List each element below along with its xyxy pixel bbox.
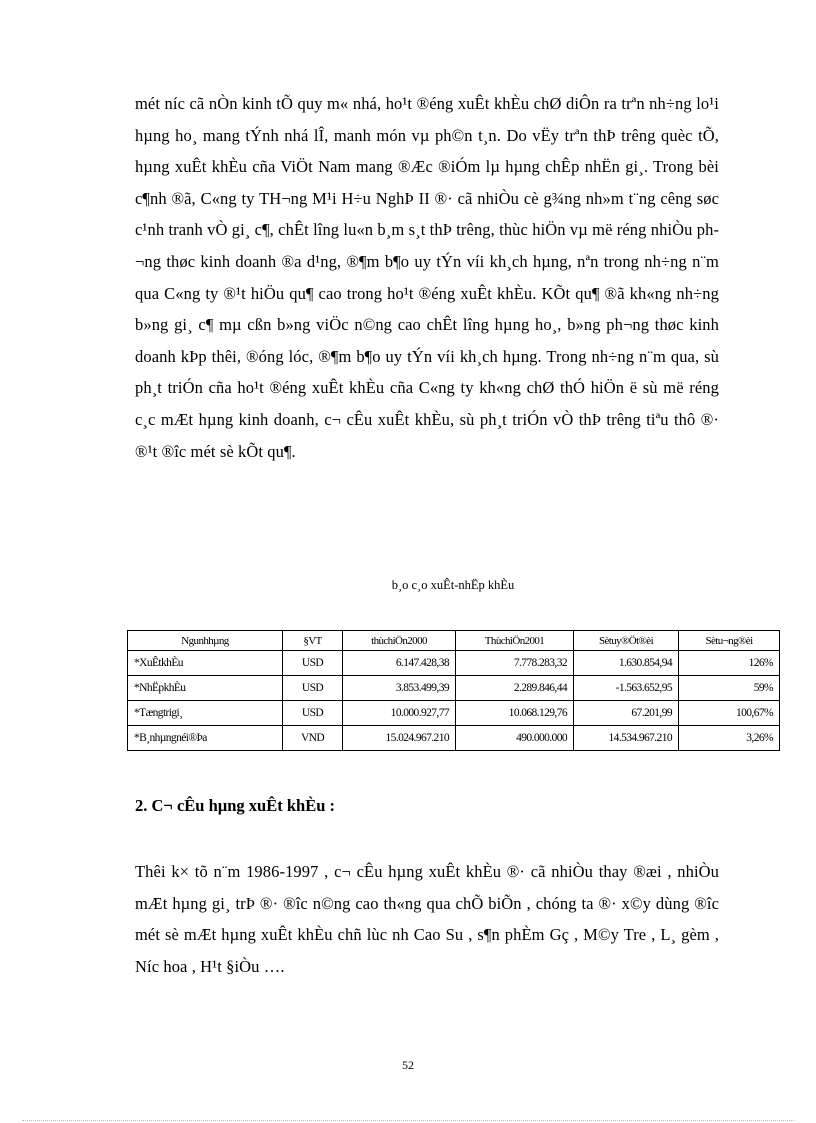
header-item: Ngunhhµng — [128, 631, 283, 651]
body-paragraph-1: mét níc cã nÒn kinh tÕ quy m« nhá, ho¹t ®éng xuÊt khÈu chØ diÔn ra trªn nh÷ng lo¹i hµng ho¸ mang tÝnh nhá lÎ, manh món vµ ph©n t¸n. Do vËy trªn thÞ trêng quèc tÕ, hµng xuÊt khÈu cña ViÖt Nam mang ®Æc ®iÓm lµ hµng chÊp nhËn gi¸. Trong bèi c¶nh ®ã, C«ng ty TH¬ng M¹i H÷u NghÞ II ®· cã nhiÒu cè g¾ng nh»m t¨ng cêng søc c¹nh tranh vÒ gi¸ c¶, chÊt lîng lu«n b¸m s¸t thÞ trêng, thùc hiÖn vµ më réng nhiÒu ph¬ng thøc kinh doanh ®a d¹ng, ®¶m b¶o uy tÝn víi kh¸ch hµng, nªn trong nh÷ng n¨m qua C«ng ty ®¹t hiÖu qu¶ cao trong ho¹t ®éng xuÊt khÈu. KÕt qu¶ ®ã kh«ng nh÷ng b»ng gi¸ c¶ mµ cßn b»ng viÖc n©ng cao chÊt lîng hµng ho¸, b»ng ph¬ng thøc kinh doanh kÞp thêi, ®óng lóc, ®¶m b¶o uy tÝn víi kh¸ch hµng. Trong nh÷ng n¨m qua, sù ph¸t triÓn cña ho¹t ®éng xuÊt khÈu cña C«ng ty kh«ng chØ thÓ hiÖn ë sù më réng c¸c mÆt hµng kinh doanh, c¬ cÊu xuÊt khÈu, sù ph¸t triÓn vÒ thÞ trêng tiªu thô ®· ®¹t ®îc mét sè kÕt qu¶. — [135, 94, 719, 461]
row-label: *NhËpkhÈu — [128, 676, 283, 701]
row-value-2001: 7.778.283,32 — [456, 651, 574, 676]
row-value-2000: 10.000.927,77 — [343, 701, 456, 726]
table-row — [128, 676, 780, 701]
header-unit: §VT — [283, 631, 343, 651]
row-unit: USD — [283, 701, 343, 726]
table-caption: b¸o c¸o xuÊt-nhËp khÈu — [391, 578, 515, 592]
row-label: *B¸nhµngnéi®Þa — [128, 726, 283, 751]
section-heading: 2. C¬ cÊu hµng xuÊt khÈu : — [135, 796, 336, 815]
row-relative: 59% — [679, 676, 780, 701]
row-unit: USD — [283, 676, 343, 701]
header-absolute: Sètuy®Öt®èi — [574, 631, 679, 651]
row-value-2000: 3.853.499,39 — [343, 676, 456, 701]
row-value-2001: 2.289.846,44 — [456, 676, 574, 701]
table-row — [128, 651, 780, 676]
row-absolute: 67.201,99 — [574, 701, 679, 726]
row-value-2001: 10.068.129,76 — [456, 701, 574, 726]
row-relative: 100,67% — [679, 701, 780, 726]
row-unit: USD — [283, 651, 343, 676]
header-2001: ThùchiÖn2001 — [456, 631, 574, 651]
row-relative: 3,26% — [679, 726, 780, 751]
row-absolute: 1.630.854,94 — [574, 651, 679, 676]
table-row — [128, 726, 780, 751]
header-relative: Sètu¬ng®èi — [679, 631, 780, 651]
row-value-2001: 490.000.000 — [456, 726, 574, 751]
row-value-2000: 6.147.428,38 — [343, 651, 456, 676]
table-row — [128, 701, 780, 726]
row-label: *Tængtrigi¸ — [128, 701, 283, 726]
page-number: 52 — [402, 1058, 414, 1072]
table-header-row — [128, 631, 780, 651]
page-bottom-divider — [22, 1120, 794, 1121]
row-value-2000: 15.024.967.210 — [343, 726, 456, 751]
header-2000: thùchiÖn2000 — [343, 631, 456, 651]
row-label: *XuÊtkhÈu — [128, 651, 283, 676]
row-unit: VND — [283, 726, 343, 751]
body-paragraph-2: Thêi k× tõ n¨m 1986-1997 , c¬ cÊu hµng xuÊt khÈu ®· cã nhiÒu thay ®æi , nhiÒu mÆt hµng gi¸ trÞ ®· ®îc n©ng cao th«ng qua chÕ biÕn , chóng ta ®· x©y dùng ®îc mét sè mÆt hµng xuÊt khÈu chñ lùc nh Cao Su , s¶n phÈm Gç , M©y Tre , L¸ gèm , Níc hoa , H¹t §iÒu …. — [135, 862, 719, 976]
row-relative: 126% — [679, 651, 780, 676]
row-absolute: -1.563.652,95 — [574, 676, 679, 701]
export-import-report-table — [127, 630, 780, 751]
row-absolute: 14.534.967.210 — [574, 726, 679, 751]
